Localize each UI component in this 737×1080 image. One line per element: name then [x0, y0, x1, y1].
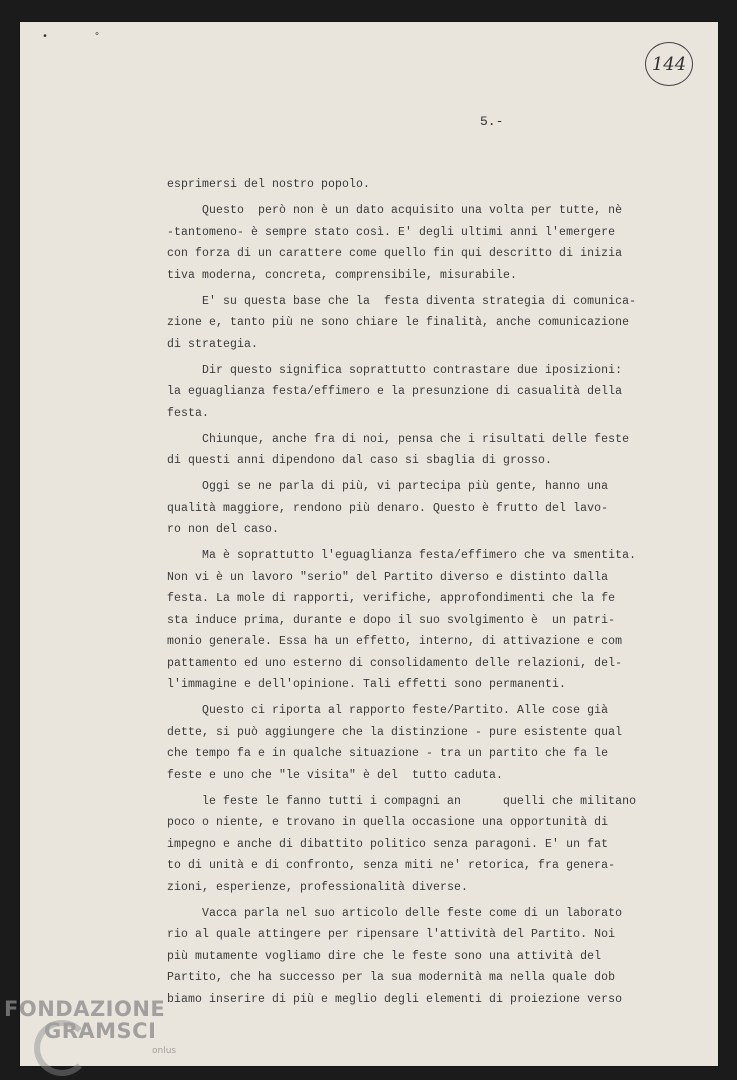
text-line: biamo inserire di più e meglio degli elementi di proiezione verso — [167, 992, 623, 1006]
text-line: ro non del caso. — [167, 523, 280, 536]
paragraph — [167, 200, 623, 286]
watermark-line3: onlus — [152, 1046, 177, 1056]
text-line: zioni, esperienze, professionalità diverse. — [167, 880, 469, 894]
text-line: Dir questo significa soprattutto contrastare due iposizioni: — [167, 363, 623, 377]
text-line: monio generale. Essa ha un effetto, interno, di attivazione e com — [167, 635, 623, 648]
text-line: sta induce prima, durante e dopo il suo svolgimento è un patri- — [167, 613, 616, 627]
text-line: zione e, tanto più ne sono chiare le finalità, anche comunicazione — [167, 316, 630, 329]
paragraph — [167, 791, 637, 899]
paragraph — [167, 476, 607, 541]
text-line: di questi anni dipendono dal caso si sbaglia di grosso. — [167, 454, 553, 467]
text-line: l'immagine e dell'opinione. Tali effetti sono permanenti. — [167, 678, 567, 691]
text-line: esprimersi del nostro popolo. — [167, 178, 371, 191]
text-line: pattamento ed uno esterno di consolidamento delle relazioni, del- — [167, 656, 623, 670]
text-line: la eguaglianza festa/effimero e la presunzione di casualità della — [167, 385, 623, 398]
text-line: Vacca parla nel suo articolo delle feste come di un laborato — [167, 906, 623, 920]
text-line: con forza di un carattere come quello fin qui descritto di inizia — [167, 247, 623, 260]
paragraph — [167, 429, 630, 472]
paragraph — [167, 360, 623, 425]
text-line: poco o niente, e trovano in quella occasione una opportunità di — [167, 816, 609, 829]
document-body — [167, 174, 637, 1015]
archive-number-stamp — [645, 42, 693, 86]
fondazione-gramsci-watermark — [4, 997, 177, 1056]
text-line: impegno e anche di dibattito politico senza paragoni. E' un fat — [167, 837, 609, 851]
text-line: Partito, che ha successo per la sua modernità ma nella quale dob — [167, 971, 616, 984]
text-line: qualità maggiore, rendono più denaro. Questo è frutto del lavo- — [167, 501, 609, 515]
paragraph — [167, 545, 637, 696]
text-line: Questo ci riporta al rapporto feste/Partito. Alle cose già — [167, 704, 609, 717]
text-line: dette, si può aggiungere che la distinzione - pure esistente qual — [167, 725, 623, 739]
text-line: to di unità e di confronto, senza miti ne' retorica, fra genera- — [167, 859, 616, 872]
watermark-line1: FONDAZIONE — [4, 997, 166, 1021]
text-line: festa. — [167, 406, 210, 420]
paragraph — [167, 174, 607, 196]
text-line: Chiunque, anche fra di noi, pensa che i risultati delle feste — [167, 432, 630, 446]
text-line: rio al quale attingere per ripensare l'attività del Partito. Noi — [167, 928, 616, 941]
watermark-logo-icon — [34, 1020, 90, 1076]
text-line: Questo però non è un dato acquisito una volta per tutte, nè — [167, 204, 623, 217]
text-line: Ma è soprattutto l'eguaglianza festa/effimero che va smentita. — [167, 549, 637, 562]
text-line: festa. La mole di rapporti, verifiche, approfondimenti che la fe — [167, 592, 616, 605]
text-line: più mutamente vogliamo dire che le feste sono una attività del — [167, 949, 602, 963]
paragraph — [167, 903, 623, 1011]
document-page — [20, 22, 718, 1066]
page-number: 5.- — [480, 114, 504, 129]
text-line: -tantomeno- è sempre stato così. E' degli ultimi anni l'emergere — [167, 225, 616, 239]
text-line: Non vi è un lavoro "serio" del Partito diverso e distinto dalla — [167, 570, 609, 584]
archive-number: 144 — [651, 53, 687, 75]
text-line: che tempo fa e in qualche situazione - tra un partito che fa le — [167, 747, 609, 760]
paragraph — [167, 291, 637, 356]
text-line: le feste le fanno tutti i compagni an quelli che militano — [167, 794, 637, 808]
watermark-line2: GRAMSCI — [44, 1019, 157, 1043]
paragraph — [167, 700, 623, 786]
corner-marks: • ° — [42, 32, 121, 43]
text-line: feste e uno che "le visita" è del tutto caduta. — [167, 768, 504, 782]
text-line: di strategia. — [167, 337, 259, 351]
text-line: tiva moderna, concreta, comprensibile, misurabile. — [167, 268, 518, 282]
text-line: Oggi se ne parla di più, vi partecipa più gente, hanno una — [167, 480, 609, 493]
text-line: E' su questa base che la festa diventa strategia di comunica- — [167, 294, 637, 308]
